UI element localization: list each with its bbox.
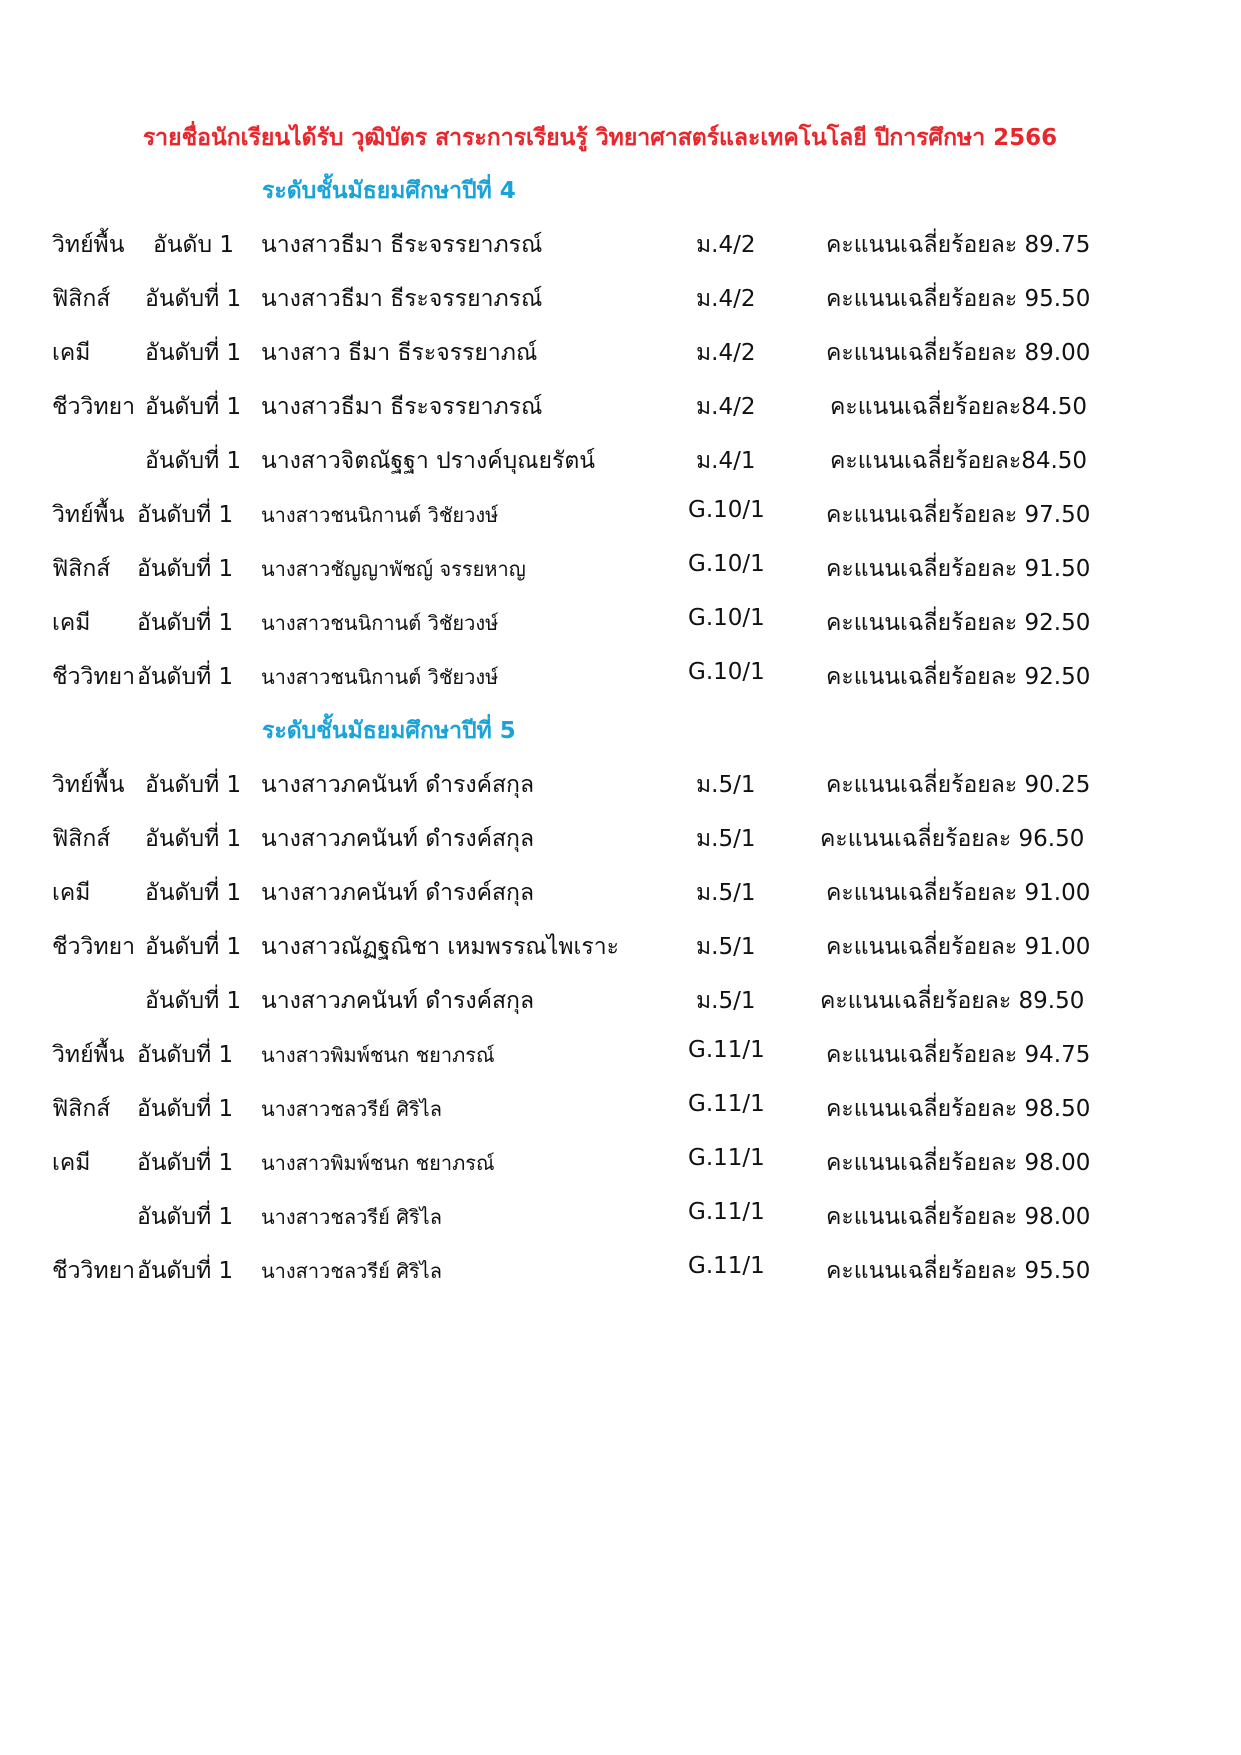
score: คะแนนเฉลี่ยร้อยละ84.50: [830, 394, 1088, 420]
table-row: [0, 821, 1241, 861]
class: ม.4/2: [696, 286, 756, 312]
class: G.11/1: [688, 1253, 765, 1279]
score: คะแนนเฉลี่ยร้อยละ 89.75: [826, 232, 1091, 258]
student-name: นางสาวชลวรีย์ ศิริไล: [261, 1097, 442, 1121]
subject: เคมี: [52, 610, 91, 636]
rank: อันดับที่ 1: [137, 1096, 234, 1122]
table-row: [0, 227, 1241, 267]
score: คะแนนเฉลี่ยร้อยละ 95.50: [826, 286, 1091, 312]
rank: อันดับที่ 1: [137, 664, 234, 690]
rank: อันดับที่ 1: [137, 502, 234, 528]
table-row: [0, 1037, 1241, 1077]
rank: อันดับที่ 1: [145, 826, 242, 852]
score: คะแนนเฉลี่ยร้อยละ 91.50: [826, 556, 1091, 582]
table-row: [0, 1091, 1241, 1131]
class: ม.5/1: [696, 826, 756, 852]
rank: อันดับที่ 1: [137, 1042, 234, 1068]
rank: อันดับที่ 1: [145, 988, 242, 1014]
section-heading-m4: ระดับชั้นมัธยมศึกษาปีที่ 4: [262, 178, 516, 204]
rank: อันดับที่ 1: [137, 610, 234, 636]
rank: อันดับที่ 1: [137, 556, 234, 582]
class: G.10/1: [688, 605, 765, 631]
rank: อันดับที่ 1: [145, 394, 242, 420]
table-row: [0, 767, 1241, 807]
class: ม.5/1: [696, 988, 756, 1014]
rank: อันดับที่ 1: [145, 934, 242, 960]
rank: อันดับ 1: [153, 232, 235, 258]
class: ม.4/2: [696, 340, 756, 366]
table-row: [0, 1253, 1241, 1293]
table-row: [0, 983, 1241, 1023]
score: คะแนนเฉลี่ยร้อยละ 94.75: [826, 1042, 1091, 1068]
subject: ชีววิทยา: [52, 664, 135, 690]
subject: วิทย์พื้น: [52, 502, 125, 528]
class: G.10/1: [688, 659, 765, 685]
subject: เคมี: [52, 880, 91, 906]
rank: อันดับที่ 1: [145, 880, 242, 906]
class: G.10/1: [688, 551, 765, 577]
table-row: [0, 875, 1241, 915]
score: คะแนนเฉลี่ยร้อยละ 89.50: [820, 988, 1085, 1014]
rank: อันดับที่ 1: [137, 1150, 234, 1176]
student-name: นางสาวพิมพ์ชนก ชยาภรณ์: [261, 1151, 495, 1175]
student-name: นางสาวชลวรีย์ ศิริไล: [261, 1259, 442, 1283]
subject: ฟิสิกส์: [52, 826, 111, 852]
class: G.11/1: [688, 1145, 765, 1171]
score: คะแนนเฉลี่ยร้อยละ 95.50: [826, 1258, 1091, 1284]
student-name: นางสาวภคนันท์ ดำรงค์สกุล: [261, 988, 535, 1014]
rank: อันดับที่ 1: [145, 286, 242, 312]
table-row: [0, 551, 1241, 591]
student-name: นางสาว ธีมา ธีระจรรยาภณ์: [261, 340, 538, 366]
score: คะแนนเฉลี่ยร้อยละ 90.25: [826, 772, 1091, 798]
student-name: นางสาวจิตณัฐฐา ปรางค์บุณยรัตน์: [261, 448, 596, 474]
table-row: [0, 389, 1241, 429]
section-heading-m5: ระดับชั้นมัธยมศึกษาปีที่ 5: [262, 718, 516, 744]
table-row: [0, 335, 1241, 375]
class: ม.4/2: [696, 394, 756, 420]
table-row: [0, 1199, 1241, 1239]
student-name: นางสาวชนนิกานต์ วิชัยวงษ์: [261, 611, 499, 635]
score: คะแนนเฉลี่ยร้อยละ 89.00: [826, 340, 1091, 366]
student-name: นางสาวภคนันท์ ดำรงค์สกุล: [261, 772, 535, 798]
class: G.11/1: [688, 1199, 765, 1225]
subject: วิทย์พื้น: [52, 772, 125, 798]
subject: ฟิสิกส์: [52, 556, 111, 582]
class: ม.5/1: [696, 934, 756, 960]
subject: วิทย์พื้น: [52, 1042, 125, 1068]
score: คะแนนเฉลี่ยร้อยละ 98.50: [826, 1096, 1091, 1122]
student-name: นางสาวธีมา ธีระจรรยาภรณ์: [261, 286, 543, 312]
table-row: [0, 605, 1241, 645]
table-row: [0, 281, 1241, 321]
subject: เคมี: [52, 340, 91, 366]
student-name: นางสาวชนนิกานต์ วิชัยวงษ์: [261, 665, 499, 689]
table-row: [0, 929, 1241, 969]
subject: ชีววิทยา: [52, 1258, 135, 1284]
table-row: [0, 1145, 1241, 1185]
class: G.11/1: [688, 1037, 765, 1063]
rank: อันดับที่ 1: [145, 772, 242, 798]
class: ม.4/1: [696, 448, 756, 474]
student-name: นางสาวภคนันท์ ดำรงค์สกุล: [261, 880, 535, 906]
score: คะแนนเฉลี่ยร้อยละ 92.50: [826, 664, 1091, 690]
class: G.11/1: [688, 1091, 765, 1117]
class: ม.4/2: [696, 232, 756, 258]
subject: ชีววิทยา: [52, 394, 135, 420]
student-name: นางสาวภคนันท์ ดำรงค์สกุล: [261, 826, 535, 852]
score: คะแนนเฉลี่ยร้อยละ 96.50: [820, 826, 1085, 852]
score: คะแนนเฉลี่ยร้อยละ84.50: [830, 448, 1088, 474]
class: G.10/1: [688, 497, 765, 523]
subject: ชีววิทยา: [52, 934, 135, 960]
student-name: นางสาวชลวรีย์ ศิริไล: [261, 1205, 442, 1229]
student-name: นางสาวธีมา ธีระจรรยาภรณ์: [261, 394, 543, 420]
class: ม.5/1: [696, 772, 756, 798]
student-name: นางสาวธีมา ธีระจรรยาภรณ์: [261, 232, 543, 258]
student-name: นางสาวพิมพ์ชนก ชยาภรณ์: [261, 1043, 495, 1067]
score: คะแนนเฉลี่ยร้อยละ 92.50: [826, 610, 1091, 636]
subject: เคมี: [52, 1150, 91, 1176]
subject: วิทย์พื้น: [52, 232, 125, 258]
score: คะแนนเฉลี่ยร้อยละ 97.50: [826, 502, 1091, 528]
document-title: รายชื่อนักเรียนได้รับ วุฒิบัตร สาระการเรียนรู้ วิทยาศาสตร์และเทคโนโลยี ปีการศึกษา 2566: [142, 125, 1058, 151]
rank: อันดับที่ 1: [145, 448, 242, 474]
subject: ฟิสิกส์: [52, 286, 111, 312]
score: คะแนนเฉลี่ยร้อยละ 91.00: [826, 934, 1091, 960]
rank: อันดับที่ 1: [137, 1258, 234, 1284]
class: ม.5/1: [696, 880, 756, 906]
rank: อันดับที่ 1: [137, 1204, 234, 1230]
table-row: [0, 659, 1241, 699]
student-name: นางสาวชัญญาพัชญ์ จรรยหาญ: [261, 557, 526, 581]
table-row: [0, 497, 1241, 537]
rank: อันดับที่ 1: [145, 340, 242, 366]
student-name: นางสาวชนนิกานต์ วิชัยวงษ์: [261, 503, 499, 527]
student-name: นางสาวณัฏฐณิชา เหมพรรณไพเราะ: [261, 934, 619, 960]
score: คะแนนเฉลี่ยร้อยละ 91.00: [826, 880, 1091, 906]
score: คะแนนเฉลี่ยร้อยละ 98.00: [826, 1204, 1091, 1230]
table-row: [0, 443, 1241, 483]
subject: ฟิสิกส์: [52, 1096, 111, 1122]
score: คะแนนเฉลี่ยร้อยละ 98.00: [826, 1150, 1091, 1176]
